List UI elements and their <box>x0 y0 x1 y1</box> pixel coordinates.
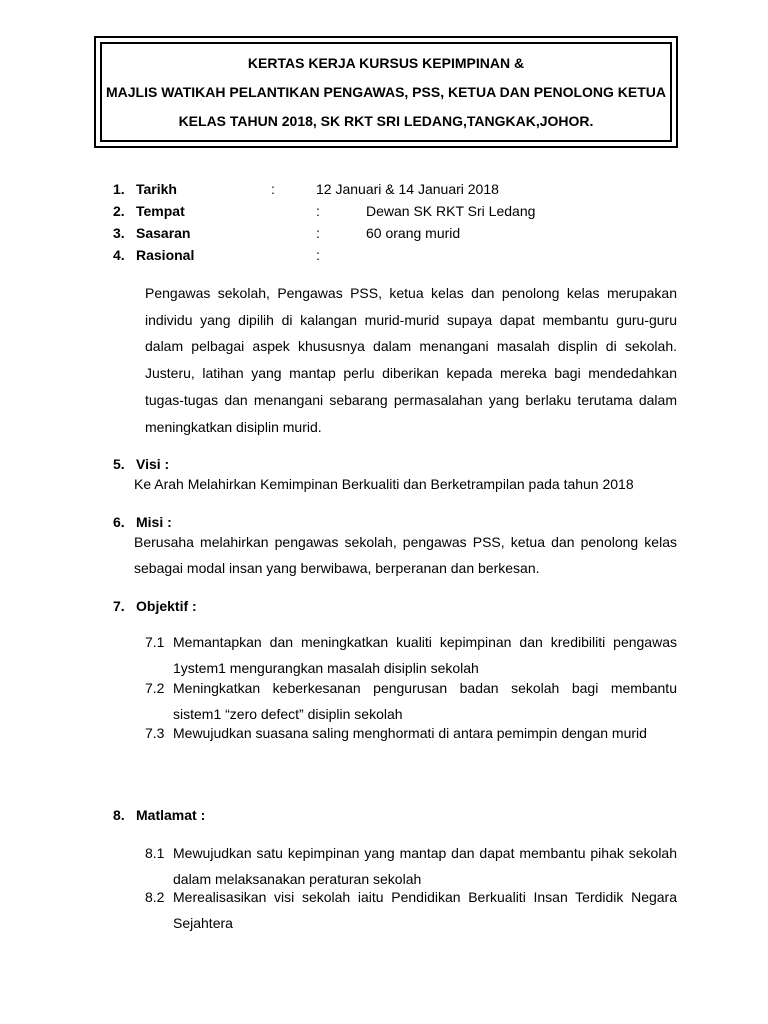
objektif-heading: Objektif : <box>136 598 197 614</box>
matlamat-item-text: Mewujudkan satu kepimpinan yang mantap dan dapat membantu pihak sekolah dalam melaksanakan peraturan sekolah <box>173 845 677 887</box>
detail-label: Tempat <box>136 203 185 219</box>
title-line-2: MAJLIS WATIKAH PELANTIKAN PENGAWAS, PSS, KETUA DAN PENOLONG KETUA <box>105 83 667 100</box>
visi-number: 5. <box>113 456 125 472</box>
detail-value: 12 Januari & 14 Januari 2018 <box>316 181 499 197</box>
matlamat-number: 8. <box>113 807 125 823</box>
title-box <box>94 36 678 148</box>
objektif-item-number: 7.1 <box>145 634 165 650</box>
detail-colon: : <box>316 225 320 241</box>
detail-colon: : <box>316 247 320 263</box>
objektif-item-text: Meningkatkan keberkesanan pengurusan badan sekolah bagi membantu sistem1 “zero defect” disiplin sekolah <box>173 680 677 722</box>
detail-number: 3. <box>113 225 125 241</box>
visi-text: Ke Arah Melahirkan Kemimpinan Berkualiti dan Berketrampilan pada tahun 2018 <box>134 476 634 492</box>
detail-number: 1. <box>113 181 125 197</box>
misi-number: 6. <box>113 514 125 530</box>
title-box-inner <box>100 42 672 142</box>
objektif-item-number: 7.2 <box>145 680 165 696</box>
title-line-1: KERTAS KERJA KURSUS KEPIMPINAN & <box>247 54 525 71</box>
matlamat-item-number: 8.2 <box>145 889 165 905</box>
objektif-item-text: Memantapkan dan meningkatkan kualiti kepimpinan dan kredibiliti pengawas 1ystem1 mengurangkan masalah disiplin sekolah <box>173 634 677 676</box>
title-line-3: KELAS TAHUN 2018, SK RKT SRI LEDANG,TANGKAK,JOHOR. <box>178 112 594 129</box>
matlamat-heading: Matlamat : <box>136 807 206 823</box>
detail-label: Rasional <box>136 247 195 263</box>
objektif-item-number: 7.3 <box>145 725 165 741</box>
detail-value: Dewan SK RKT Sri Ledang <box>366 203 536 219</box>
misi-text: Berusaha melahirkan pengawas sekolah, pengawas PSS, ketua dan penolong kelas sebagai modal insan yang berwibawa, berperanan dan berkesan. <box>134 534 677 576</box>
visi-heading: Visi : <box>136 456 170 472</box>
detail-number: 4. <box>113 247 125 263</box>
detail-value: 60 orang murid <box>366 225 461 241</box>
detail-label: Sasaran <box>136 225 191 241</box>
detail-colon: : <box>271 181 275 197</box>
objektif-number: 7. <box>113 598 125 614</box>
matlamat-item-number: 8.1 <box>145 845 165 861</box>
detail-label: Tarikh <box>136 181 177 197</box>
misi-heading: Misi : <box>136 514 172 530</box>
matlamat-item-text: Merealisasikan visi sekolah iaitu Pendidikan Berkualiti Insan Terdidik Negara Sejahtera <box>173 889 677 931</box>
rasional-paragraph: Pengawas sekolah, Pengawas PSS, ketua kelas dan penolong kelas merupakan individu yang dipilih di kalangan murid-murid supaya dapat membantu guru-guru dalam pelbagai aspek khususnya dalam menangani masalah displin di sekolah. Justeru, latihan yang mantap perlu diberikan kepada mereka bagi mendedahkan tugas-tugas dan menangani sebarang permasalahan yang berlaku terutama dalam meningkatkan disiplin murid. <box>145 285 677 435</box>
detail-colon: : <box>316 203 320 219</box>
detail-number: 2. <box>113 203 125 219</box>
objektif-item-text: Mewujudkan suasana saling menghormati di antara pemimpin dengan murid <box>173 725 647 741</box>
